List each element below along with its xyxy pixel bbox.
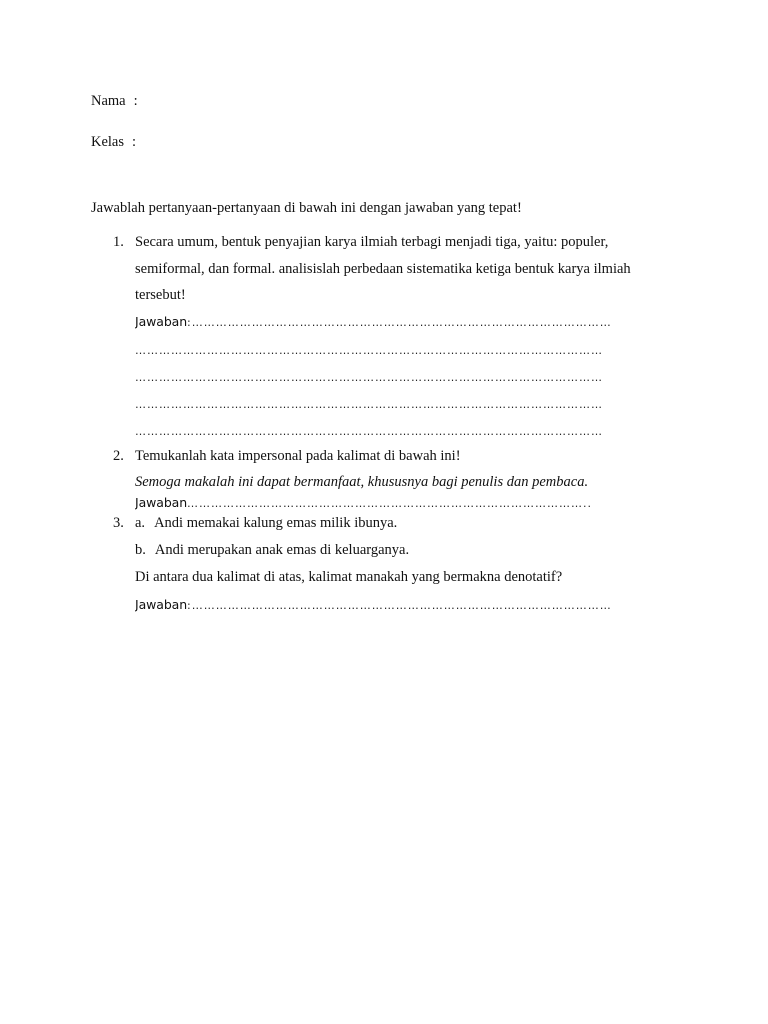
question-3-answer[interactable] bbox=[135, 597, 680, 614]
question-1-line-2: semiformal, dan formal. analisislah perbedaan sistematika ketiga bentuk karya ilmiah bbox=[135, 261, 631, 277]
question-2-answer[interactable] bbox=[135, 495, 680, 512]
question-1-answer-dots: :…………………………………………………………………………………………… bbox=[187, 316, 612, 329]
name-colon: : bbox=[133, 93, 138, 109]
option-a-text: Andi memakai kalung emas milik ibunya. bbox=[154, 515, 398, 531]
question-2-answer-label: Jawaban bbox=[135, 495, 188, 510]
option-a-letter: a. bbox=[135, 515, 146, 531]
question-1-answer-line-3[interactable]: ……………………………………………………………………………………………………… bbox=[135, 371, 603, 384]
name-label: Nama bbox=[91, 93, 126, 109]
question-2-number: 2. bbox=[113, 448, 124, 464]
question-1-answer-line-4[interactable]: ……………………………………………………………………………………………………… bbox=[135, 398, 603, 411]
question-1-answer-label: Jawaban bbox=[135, 314, 188, 329]
question-3-option-b bbox=[135, 542, 409, 559]
class-field bbox=[91, 134, 136, 151]
question-2-answer-dots: ……………………………………………………………………………………….. bbox=[187, 497, 593, 510]
question-1-answer-line-5[interactable]: ……………………………………………………………………………………………………… bbox=[135, 425, 603, 438]
question-3-answer-dots: :…………………………………………………………………………………………… bbox=[187, 599, 612, 612]
question-1-line-3: tersebut! bbox=[135, 287, 186, 303]
question-3-option-a bbox=[135, 515, 397, 532]
question-2-text: Temukanlah kata impersonal pada kalimat di bawah ini! bbox=[135, 448, 461, 464]
question-3-number: 3. bbox=[113, 515, 124, 531]
name-field bbox=[91, 93, 138, 110]
question-2-sentence: Semoga makalah ini dapat bermanfaat, khususnya bagi penulis dan pembaca. bbox=[135, 474, 589, 490]
question-3-text: Di antara dua kalimat di atas, kalimat manakah yang bermakna denotatif? bbox=[135, 569, 563, 585]
class-colon: : bbox=[132, 134, 137, 150]
question-3-answer-label: Jawaban bbox=[135, 597, 188, 612]
instruction-text: Jawablah pertanyaan-pertanyaan di bawah ini dengan jawaban yang tepat! bbox=[91, 200, 522, 216]
question-1-number: 1. bbox=[113, 234, 124, 250]
question-1-answer[interactable] bbox=[135, 314, 680, 331]
class-label: Kelas bbox=[91, 134, 125, 150]
question-1-answer-line-2[interactable]: ……………………………………………………………………………………………………… bbox=[135, 344, 603, 357]
option-b-text: Andi merupakan anak emas di keluarganya. bbox=[154, 542, 410, 558]
question-1-line-1: Secara umum, bentuk penyajian karya ilmiah terbagi menjadi tiga, yaitu: populer, bbox=[135, 234, 609, 250]
option-b-letter: b. bbox=[135, 542, 146, 558]
